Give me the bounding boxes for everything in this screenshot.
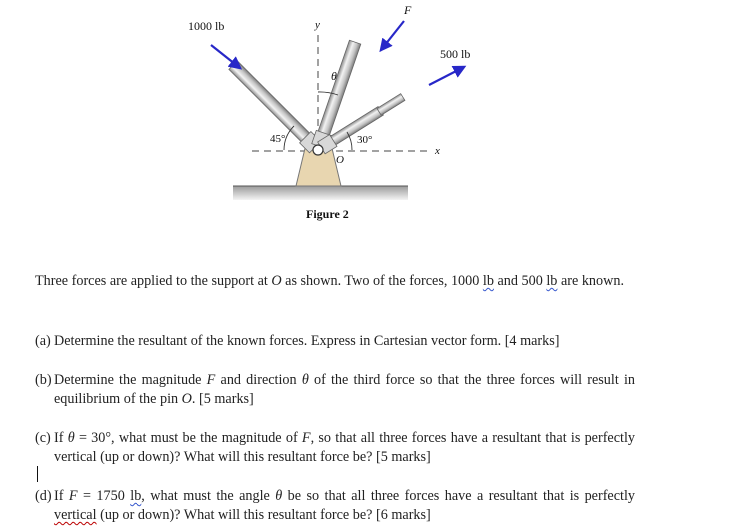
question-b: (b) Determine the magnitude F and direction θ of the third force so that the three forces will result in equilibrium of the pin O. [5 marks] [35,372,635,407]
arrow-1000lb [211,45,240,68]
label-x: x [435,145,440,157]
text-cursor [37,466,38,482]
arrow-500lb [429,67,464,85]
label-y: y [315,19,320,31]
ground [233,186,408,200]
pin-O [313,145,323,155]
figure-caption: Figure 2 [306,207,349,221]
question-c: (c) If θ = 30°, what must be the magnitude of F, so that all three forces have a resultant that is perfectly vertical (up or down)? What will this resultant force be? [5 marks] [35,430,636,465]
figure-2 [0,0,730,230]
question-a: (a) Determine the resultant of the known forces. Express in Cartesian vector form. [4 marks] [35,333,560,349]
intro-paragraph: Three forces are applied to the support at O as shown. Two of the forces, 1000 lb and 500 lb are known. [35,273,624,289]
label-45deg: 45° [270,133,286,145]
label-500lb: 500 lb [440,47,471,61]
label-F: F [404,3,412,17]
label-1000lb: 1000 lb [188,19,225,33]
label-30deg: 30° [357,134,373,146]
arrow-F [381,21,404,50]
question-d: (d) If F = 1750 lb, what must the angle θ be so that all three forces have a resultant that is perfectly vertical (up or down)? What will this resultant force be? [6 marks] [35,488,635,523]
label-O: O [336,154,344,166]
label-theta: θ [331,69,337,83]
